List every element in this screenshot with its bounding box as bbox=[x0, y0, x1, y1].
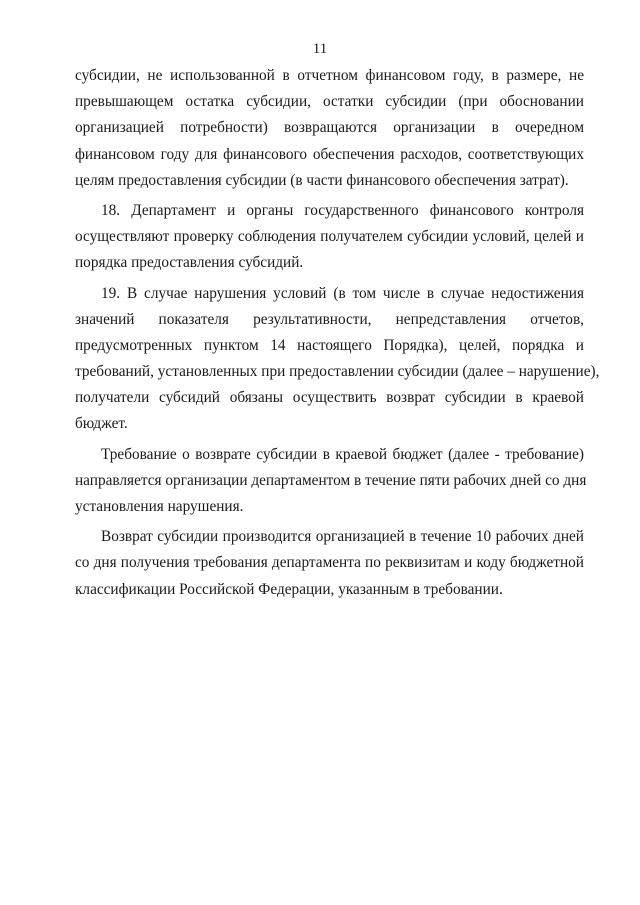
text-line: значений показателя результативности, непредставления отчетов, bbox=[75, 310, 584, 328]
page-number: 11 bbox=[312, 41, 328, 57]
text-line: установления нарушения. bbox=[75, 498, 244, 515]
text-line: классификации Российской Федерации, указанным в требовании. bbox=[75, 580, 503, 598]
text-line: направляется организации департаментом в течение пяти рабочих дней со дня bbox=[75, 471, 587, 489]
paragraph bbox=[75, 442, 587, 521]
text-line: Возврат субсидии производится организацией в течение 10 рабочих дней bbox=[101, 528, 584, 546]
text-line: 19. В случае нарушения условий (в том числе в случае недостижения bbox=[101, 284, 584, 302]
text-line: превышающем остатка субсидии, остатки субсидии (при обосновании bbox=[75, 93, 584, 111]
text-line: требований, установленных при предоставлении субсидии (далее – нарушение), bbox=[75, 363, 600, 381]
text-line: бюджет. bbox=[75, 415, 128, 433]
paragraph bbox=[75, 198, 584, 277]
document-body bbox=[75, 63, 600, 603]
text-line: Требование о возврате субсидии в краевой бюджет (далее - требование) bbox=[101, 445, 584, 463]
text-line: получатели субсидий обязаны осуществить возврат субсидии в краевой bbox=[75, 389, 584, 407]
text-line: организацией потребности) возвращаются организации в очередном bbox=[75, 119, 584, 137]
text-line: финансовом году для финансового обеспечения расходов, соответствующих bbox=[75, 145, 584, 163]
paragraph bbox=[75, 281, 600, 438]
text-line: целям предоставления субсидии (в части финансового обеспечения затрат). bbox=[75, 171, 569, 189]
text-line: предусмотренных пунктом 14 настоящего Порядка), целей, порядка и bbox=[75, 336, 584, 354]
text-line: со дня получения требования департамента по реквизитам и коду бюджетной bbox=[75, 554, 584, 572]
text-line: субсидии, не использованной в отчетном финансовом году, в размере, не bbox=[75, 67, 584, 84]
paragraph bbox=[75, 63, 584, 194]
text-line: 18. Департамент и органы государственного финансового контроля bbox=[101, 201, 584, 219]
text-line: порядка предоставления субсидий. bbox=[75, 254, 304, 272]
text-line: осуществляют проверку соблюдения получателем субсидии условий, целей и bbox=[75, 228, 584, 246]
paragraph bbox=[75, 524, 584, 603]
